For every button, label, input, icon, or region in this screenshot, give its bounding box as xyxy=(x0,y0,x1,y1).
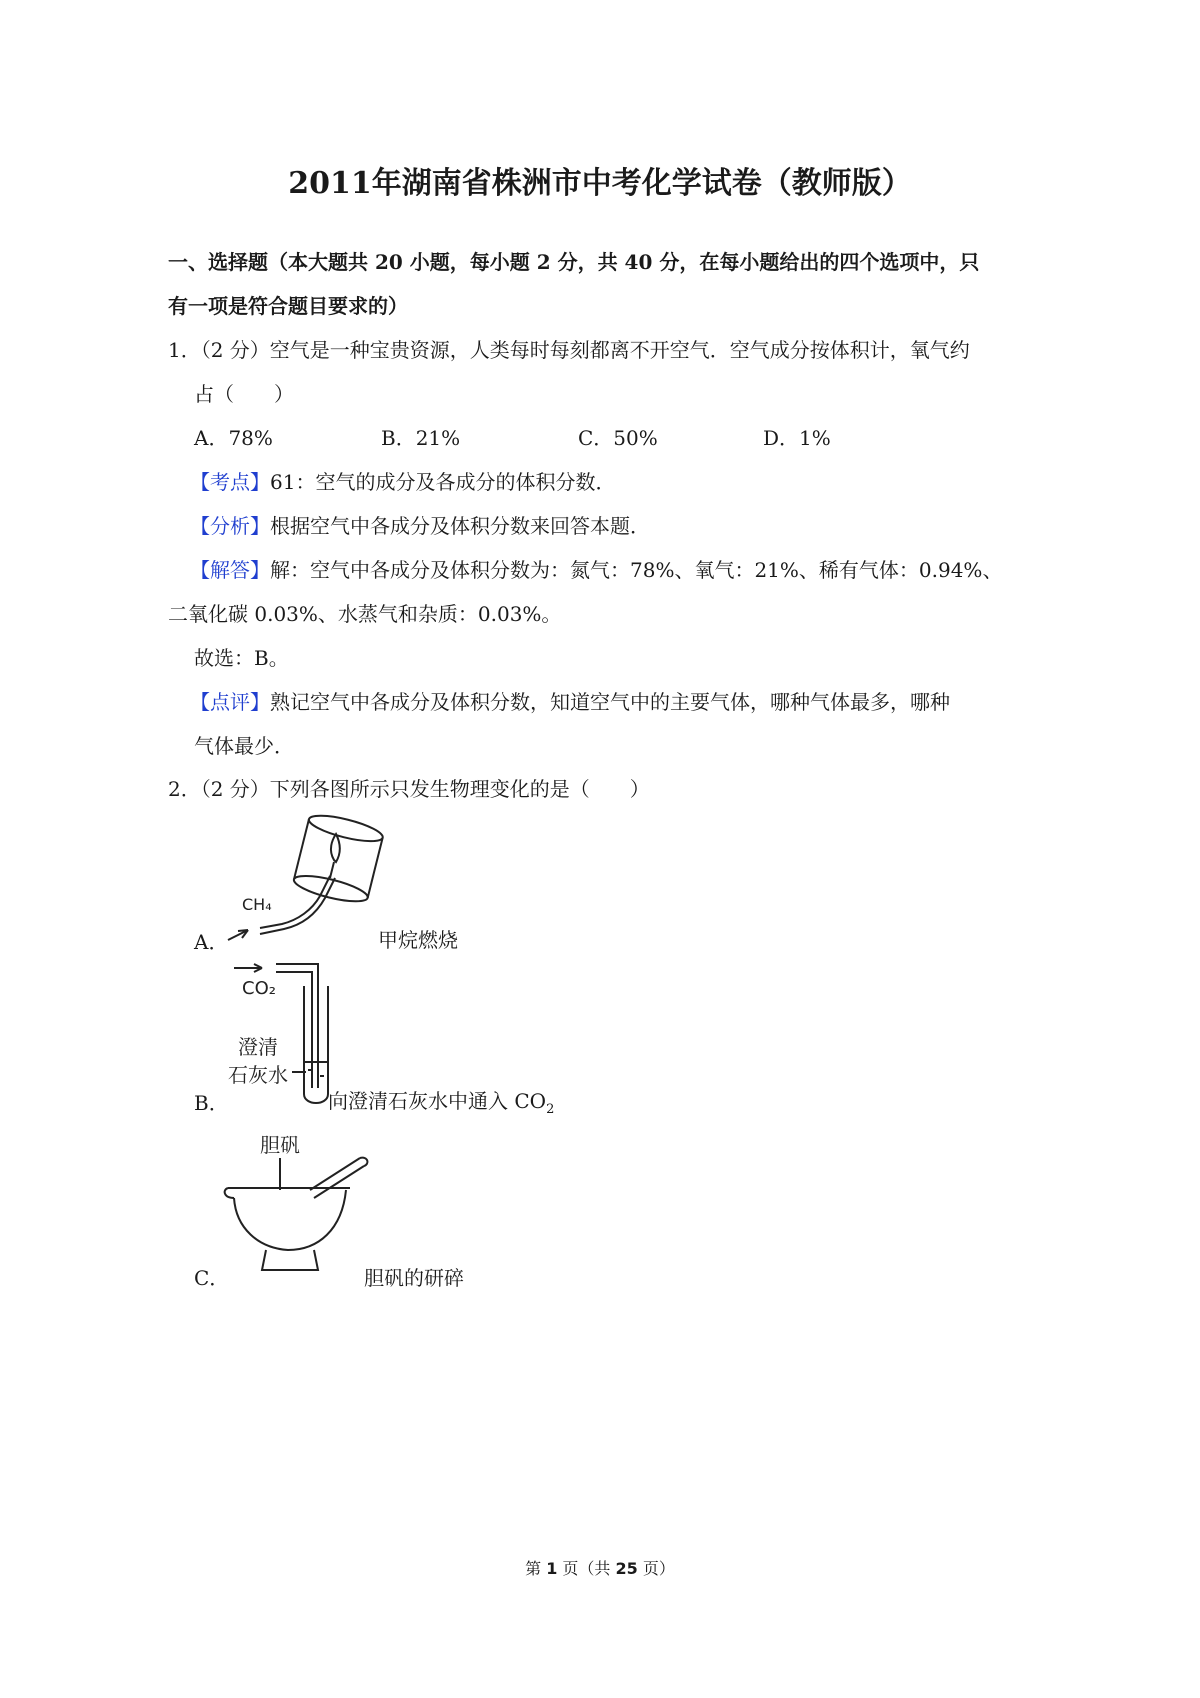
dianping-text: 熟记空气中各成分及体积分数，知道空气中的主要气体，哪种气体最多，哪种 xyxy=(270,690,950,714)
footer-prefix: 第 xyxy=(525,1559,547,1578)
page-footer xyxy=(0,1556,1200,1579)
q2-option-a-caption: 甲烷燃烧 xyxy=(378,928,458,952)
q1-option-a: A．78% xyxy=(194,426,273,450)
b-caption-text: 向澄清石灰水中通入 CO xyxy=(328,1089,547,1113)
footer-total-pages: 25 xyxy=(615,1559,638,1578)
footer-suffix: 页） xyxy=(637,1559,675,1578)
kaodian-text: 61：空气的成分及各成分的体积分数． xyxy=(270,470,616,494)
footer-mid: 页（共 xyxy=(557,1559,616,1578)
jieda-tag: 【解答】 xyxy=(190,558,270,582)
fenxi-tag: 【分析】 xyxy=(190,514,270,538)
limewater-co2-figure xyxy=(222,958,332,1108)
q2-option-b-label: B． xyxy=(194,1091,229,1115)
q1-stem-line2: 占（ ） xyxy=(194,382,294,406)
kaodian-tag: 【考点】 xyxy=(190,470,270,494)
q2-option-c-caption: 胆矾的研碎 xyxy=(364,1266,464,1290)
page-title: 2011年湖南省株洲市中考化学试卷（教师版） xyxy=(288,166,912,201)
q1-stem-line1: 1．（2 分）空气是一种宝贵资源，人类每时每刻都离不开空气．空气成分按体积计，氧气约 xyxy=(168,338,970,362)
section-heading-line1: 一、选择题（本大题共 20 小题，每小题 2 分，共 40 分，在每小题给出的四个选项中，只 xyxy=(168,250,980,274)
limewater-label-2: 石灰水 xyxy=(228,1063,288,1087)
q2-option-b-caption xyxy=(328,1085,554,1117)
q1-jieda-line2: 二氧化碳 0.03%、水蒸气和杂质：0.03%。 xyxy=(168,602,562,626)
q2-option-c-label: C． xyxy=(194,1266,230,1290)
q2-option-a-label: A． xyxy=(194,930,229,954)
q1-jieda xyxy=(190,554,1002,583)
q1-answer: 故选：B。 xyxy=(194,646,289,670)
q1-dianping-line2: 气体最少． xyxy=(194,734,294,758)
q1-kaodian xyxy=(190,466,615,495)
b-caption-subscript: 2 xyxy=(546,1102,555,1117)
co2-gas-label: CO₂ xyxy=(242,978,276,999)
fenxi-text: 根据空气中各成分及体积分数来回答本题． xyxy=(270,514,650,538)
section-heading-line2: 有一项是符合题目要求的） xyxy=(168,294,408,318)
q1-option-b: B．21% xyxy=(381,426,461,450)
q1-dianping xyxy=(190,686,950,715)
footer-page-number: 1 xyxy=(546,1559,558,1578)
methane-combustion-figure xyxy=(220,810,390,950)
q1-option-d: D．1% xyxy=(763,426,831,450)
danfan-label: 胆矾 xyxy=(260,1133,300,1157)
q1-fenxi xyxy=(190,510,650,539)
mortar-pestle-figure xyxy=(222,1128,372,1288)
q1-option-c: C．50% xyxy=(578,426,658,450)
limewater-label-1: 澄清 xyxy=(238,1035,278,1059)
jieda-text: 解：空气中各成分及体积分数为：氮气：78%、氧气：21%、稀有气体：0.94%、 xyxy=(270,558,1003,582)
dianping-tag: 【点评】 xyxy=(190,690,270,714)
q2-stem: 2．（2 分）下列各图所示只发生物理变化的是（ ） xyxy=(168,777,650,801)
ch4-label: CH₄ xyxy=(242,895,272,914)
